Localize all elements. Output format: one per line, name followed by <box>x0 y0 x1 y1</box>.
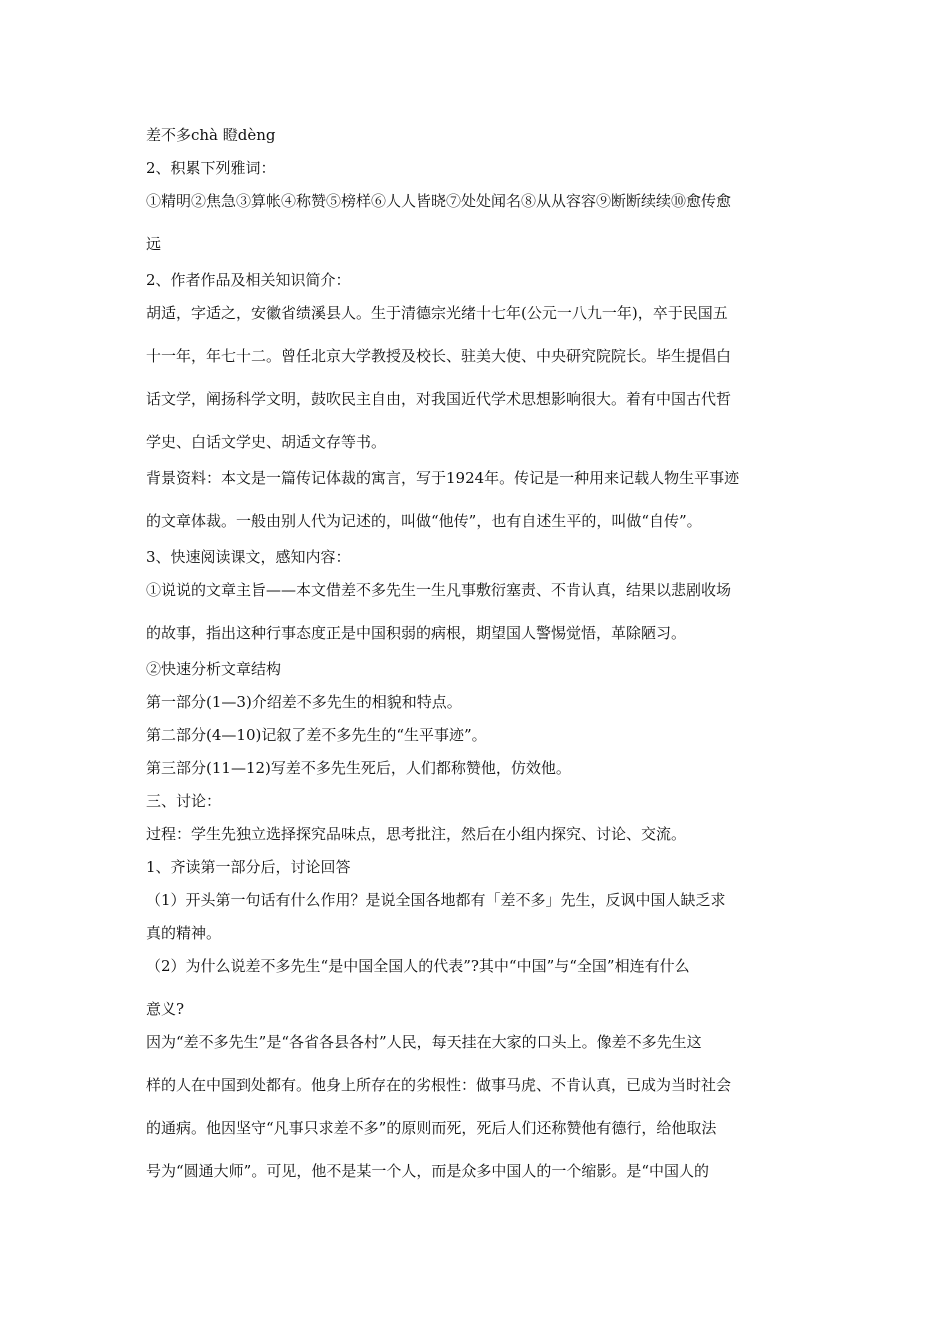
section-heading: 2、作者作品及相关知识简介： <box>146 271 351 289</box>
paragraph-line: 十一年，年七十二。曾任北京大学教授及校长、驻美大使、中央研究院院长。毕生提倡白 <box>146 347 732 365</box>
question-line: （1）开头第一句话有什么作用？是说全国各地都有「差不多」先生，反讽中国人缺乏求 <box>146 891 726 909</box>
vocab-list-line: ①精明②焦急③算帐④称赞⑤榜样⑥人人皆晓⑦处处闻名⑧从从容容⑨断断续续⑩愈传愈 <box>146 192 732 210</box>
paragraph-line: 话文学，阐扬科学文明，鼓吹民主自由，对我国近代学术思想影响很大。着有中国古代哲 <box>146 390 732 408</box>
paragraph-line: 过程：学生先独立选择探究品味点，思考批注，然后在小组内探究、讨论、交流。 <box>146 825 687 843</box>
document-page <box>146 124 812 1182</box>
question-line: （2）为什么说差不多先生“是中国全国人的代表”?其中“中国”与“全国”相连有什么 <box>146 957 690 975</box>
answer-line: 样的人在中国到处都有。他身上所存在的劣根性：做事马虎、不肯认真，已成为当时社会 <box>146 1076 732 1094</box>
answer-line: 号为“圆通大师”。可见，他不是某一个人，而是众多中国人的一个缩影。是“中国人的 <box>146 1162 710 1180</box>
paragraph-line: 学史、白话文学史、胡适文存等书。 <box>146 433 387 451</box>
structure-line: 第二部分(4—10)记叙了差不多先生的“生平事迹”。 <box>146 726 487 744</box>
paragraph-line: 背景资料：本文是一篇传记体裁的寓言，写于1924年。传记是一种用来记载人物生平事迹 <box>146 469 740 487</box>
paragraph-line: 的故事，指出这种行事态度正是中国积弱的病根，期望国人警惕觉悟，革除陋习。 <box>146 624 687 642</box>
section-heading: 三、讨论： <box>146 792 222 810</box>
vocab-list-line: 远 <box>146 235 162 253</box>
structure-line: 第三部分(11—12)写差不多先生死后，人们都称赞他，仿效他。 <box>146 759 571 777</box>
question-line: 意义? <box>146 1000 185 1018</box>
section-heading: 2、积累下列雅词： <box>146 159 276 177</box>
answer-line: 因为“差不多先生”是“各省各县各村”人民，每天挂在大家的口头上。像差不多先生这 <box>146 1033 702 1051</box>
answer-line: 的通病。他因坚守“凡事只求差不多”的原则而死，死后人们还称赞他有德行，给他取法 <box>146 1119 717 1137</box>
pinyin-line: 差不多chà 瞪dèng <box>146 126 276 144</box>
structure-line: 第一部分(1—3)介绍差不多先生的相貌和特点。 <box>146 693 462 711</box>
subheading: ②快速分析文章结构 <box>146 660 282 678</box>
question-line: 真的精神。 <box>146 924 222 942</box>
paragraph-line: 的文章体裁。一般由别人代为记述的，叫做“他传”，也有自述生平的，叫做“自传”。 <box>146 512 702 530</box>
paragraph-line: ①说说的文章主旨——本文借差不多先生一生凡事敷衍塞责、不肯认真，结果以悲剧收场 <box>146 581 732 599</box>
question-heading: 1、齐读第一部分后，讨论回答 <box>146 858 351 876</box>
paragraph-line: 胡适，字适之，安徽省绩溪县人。生于清德宗光绪十七年(公元一八九一年)，卒于民国五 <box>146 304 728 322</box>
section-heading: 3、快速阅读课文，感知内容： <box>146 548 351 566</box>
